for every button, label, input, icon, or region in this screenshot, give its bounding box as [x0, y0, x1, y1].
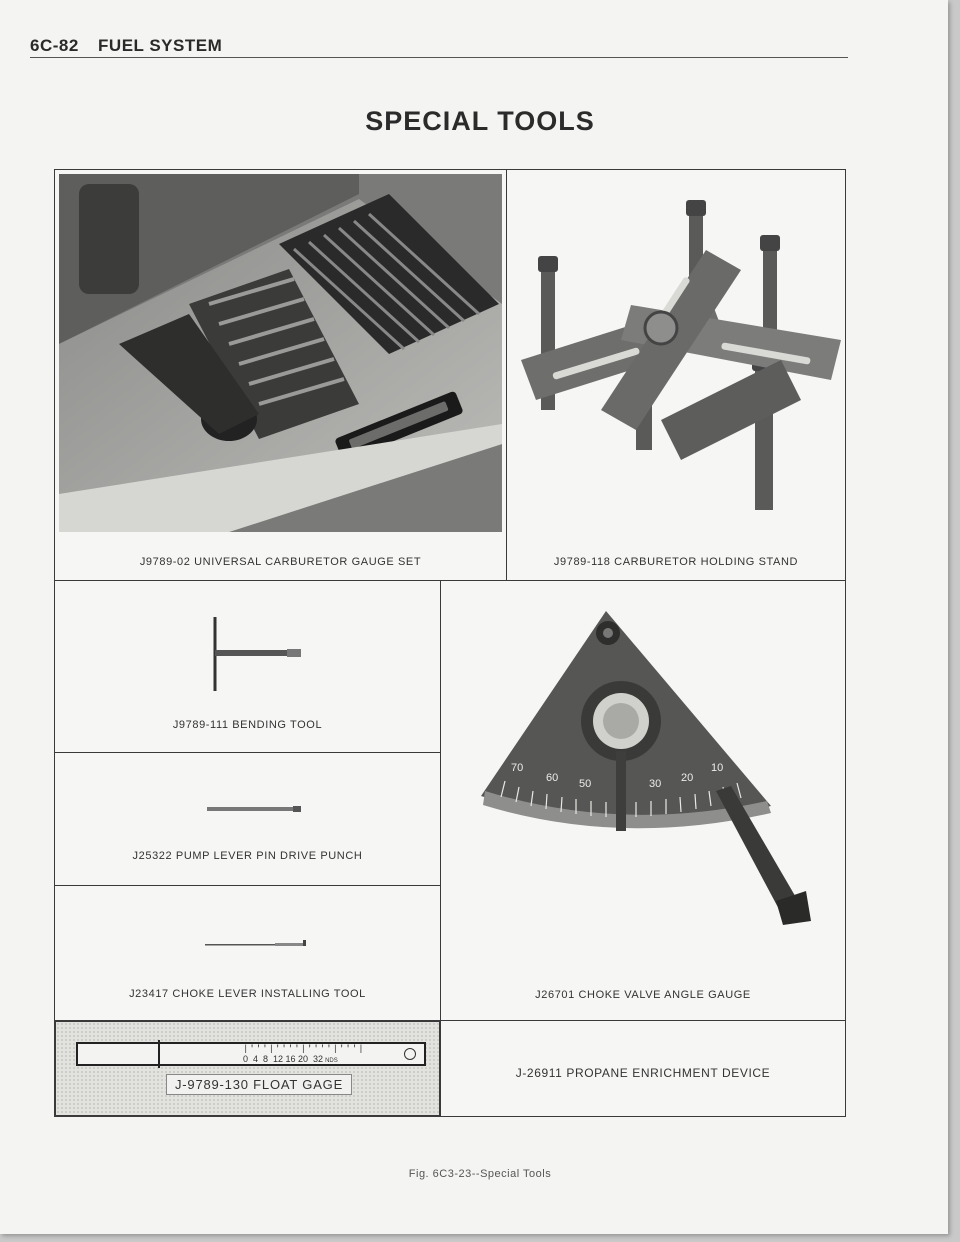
- holding-stand-caption: J9789-118 CARBURETOR HOLDING STAND: [553, 556, 799, 568]
- float-gage-label: J-9789-130 FLOAT GAGE: [166, 1074, 352, 1095]
- gauge-number-70: 70: [511, 762, 524, 774]
- header-rule: [30, 57, 848, 58]
- angle-gauge-panel: [440, 580, 846, 1021]
- gauge-set-caption: J9789-02 UNIVERSAL CARBURETOR GAUGE SET: [139, 556, 422, 568]
- gauge-number-30: 30: [649, 778, 662, 790]
- gauge-number-60: 60: [546, 772, 559, 784]
- drive-punch-panel: [54, 752, 441, 886]
- gauge-set-panel: [54, 169, 507, 581]
- ruler-tick-marks: |'''|''''|''''|'''|: [243, 1044, 365, 1054]
- holding-stand-panel: [506, 169, 846, 581]
- section-title: FUEL SYSTEM: [98, 36, 223, 55]
- page-header: [30, 36, 222, 56]
- gauge-number-10: 10: [711, 762, 724, 774]
- page-number: 6C-82: [30, 36, 79, 55]
- float-gage-panel: [54, 1020, 441, 1117]
- ruler-units: NDS: [325, 1058, 338, 1064]
- ruler-scale-numbers: 0 4 8 12 16 20 32: [243, 1054, 324, 1064]
- ruler-scale: [243, 1054, 338, 1064]
- page-title: SPECIAL TOOLS: [365, 106, 595, 136]
- holding-stand-photo: [511, 190, 841, 530]
- ruler-ticks: [243, 1044, 365, 1054]
- installing-tool-caption: J23417 CHOKE LEVER INSTALLING TOOL: [129, 988, 366, 1000]
- angle-gauge-illustration: [471, 601, 821, 941]
- figure-caption: Fig. 6C3-23--Special Tools: [408, 1168, 552, 1180]
- ruler-hole: [404, 1048, 416, 1060]
- drive-punch-illustration: [205, 803, 305, 815]
- bending-tool-illustration: [205, 609, 305, 699]
- angle-gauge-caption: J26701 CHOKE VALVE ANGLE GAUGE: [535, 989, 751, 1001]
- bending-tool-panel: [54, 580, 441, 753]
- propane-device-panel: [440, 1020, 846, 1117]
- gauge-set-photo: [59, 174, 502, 532]
- gauge-number-20: 20: [681, 772, 694, 784]
- float-gage-ruler: [76, 1042, 426, 1066]
- ruler-divider: [158, 1040, 160, 1068]
- propane-device-caption: J-26911 PROPANE ENRICHMENT DEVICE: [515, 1066, 771, 1080]
- bending-tool-caption: J9789-111 BENDING TOOL: [172, 719, 323, 731]
- drive-punch-caption: J25322 PUMP LEVER PIN DRIVE PUNCH: [132, 850, 363, 862]
- gauge-number-50: 50: [579, 778, 592, 790]
- installing-tool-illustration: [203, 938, 313, 950]
- installing-tool-panel: [54, 885, 441, 1021]
